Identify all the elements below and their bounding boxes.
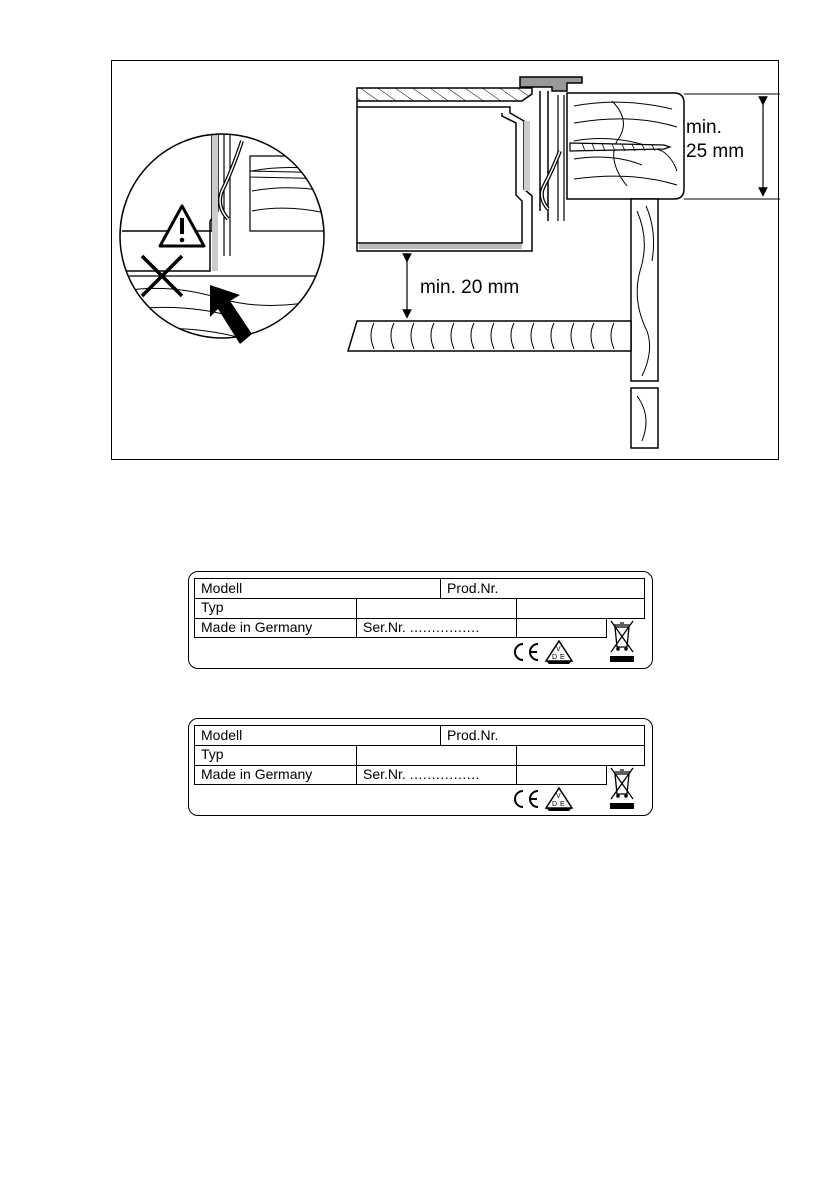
ce-mark-icon bbox=[511, 641, 541, 663]
dimension-label-bottom: min. 20 mm bbox=[420, 277, 520, 298]
made-in-label: Made in Germany bbox=[194, 618, 356, 638]
dimension-top bbox=[684, 94, 780, 199]
svg-text:V: V bbox=[556, 646, 561, 653]
prod-nr-label: Prod.Nr. bbox=[440, 725, 645, 746]
ser-nr-label: Ser.Nr. bbox=[363, 766, 406, 782]
shelf-board bbox=[348, 321, 631, 351]
modell-label: Modell bbox=[194, 725, 440, 746]
empty-cell bbox=[516, 765, 607, 785]
rating-plate-grid bbox=[194, 578, 645, 639]
dimension-label-line1: min. bbox=[686, 117, 722, 138]
svg-text:D: D bbox=[552, 801, 558, 808]
ser-nr-cell bbox=[356, 765, 516, 785]
ce-mark-icon bbox=[511, 788, 541, 810]
cabinet-side bbox=[631, 199, 658, 448]
installation-drawing bbox=[112, 61, 780, 461]
empty-cell bbox=[516, 745, 645, 766]
typ-value-cell bbox=[356, 598, 516, 619]
dimension-label-line2: 25 mm bbox=[686, 141, 745, 162]
empty-cell bbox=[516, 598, 645, 619]
svg-text:V: V bbox=[556, 793, 561, 800]
ser-nr-dots: ................ bbox=[409, 619, 480, 635]
rating-plate bbox=[188, 571, 653, 669]
ser-nr-cell bbox=[356, 618, 516, 638]
prod-nr-label: Prod.Nr. bbox=[440, 578, 645, 599]
weee-bin-icon bbox=[609, 764, 635, 811]
rating-plate bbox=[188, 718, 653, 816]
typ-value-cell bbox=[356, 745, 516, 766]
vde-mark-icon bbox=[544, 786, 574, 812]
svg-text:D: D bbox=[552, 654, 558, 661]
weee-bin-icon bbox=[609, 617, 635, 664]
modell-label: Modell bbox=[194, 578, 440, 599]
svg-text:E: E bbox=[560, 654, 565, 661]
typ-label: Typ bbox=[194, 745, 356, 766]
installation-figure bbox=[111, 60, 779, 460]
ser-nr-dots: ................ bbox=[409, 766, 480, 782]
made-in-label: Made in Germany bbox=[194, 765, 356, 785]
dimension-bottom bbox=[407, 258, 519, 314]
empty-cell bbox=[516, 618, 607, 638]
vde-mark-icon bbox=[544, 639, 574, 665]
ser-nr-label: Ser.Nr. bbox=[363, 619, 406, 635]
svg-text:E: E bbox=[560, 801, 565, 808]
warning-triangle-icon bbox=[160, 206, 204, 246]
hob-glass-top bbox=[357, 88, 532, 101]
typ-label: Typ bbox=[194, 598, 356, 619]
worktop bbox=[567, 93, 684, 199]
detail-circle bbox=[112, 131, 342, 361]
rating-plate-grid bbox=[194, 725, 645, 786]
hob-body bbox=[357, 77, 582, 251]
